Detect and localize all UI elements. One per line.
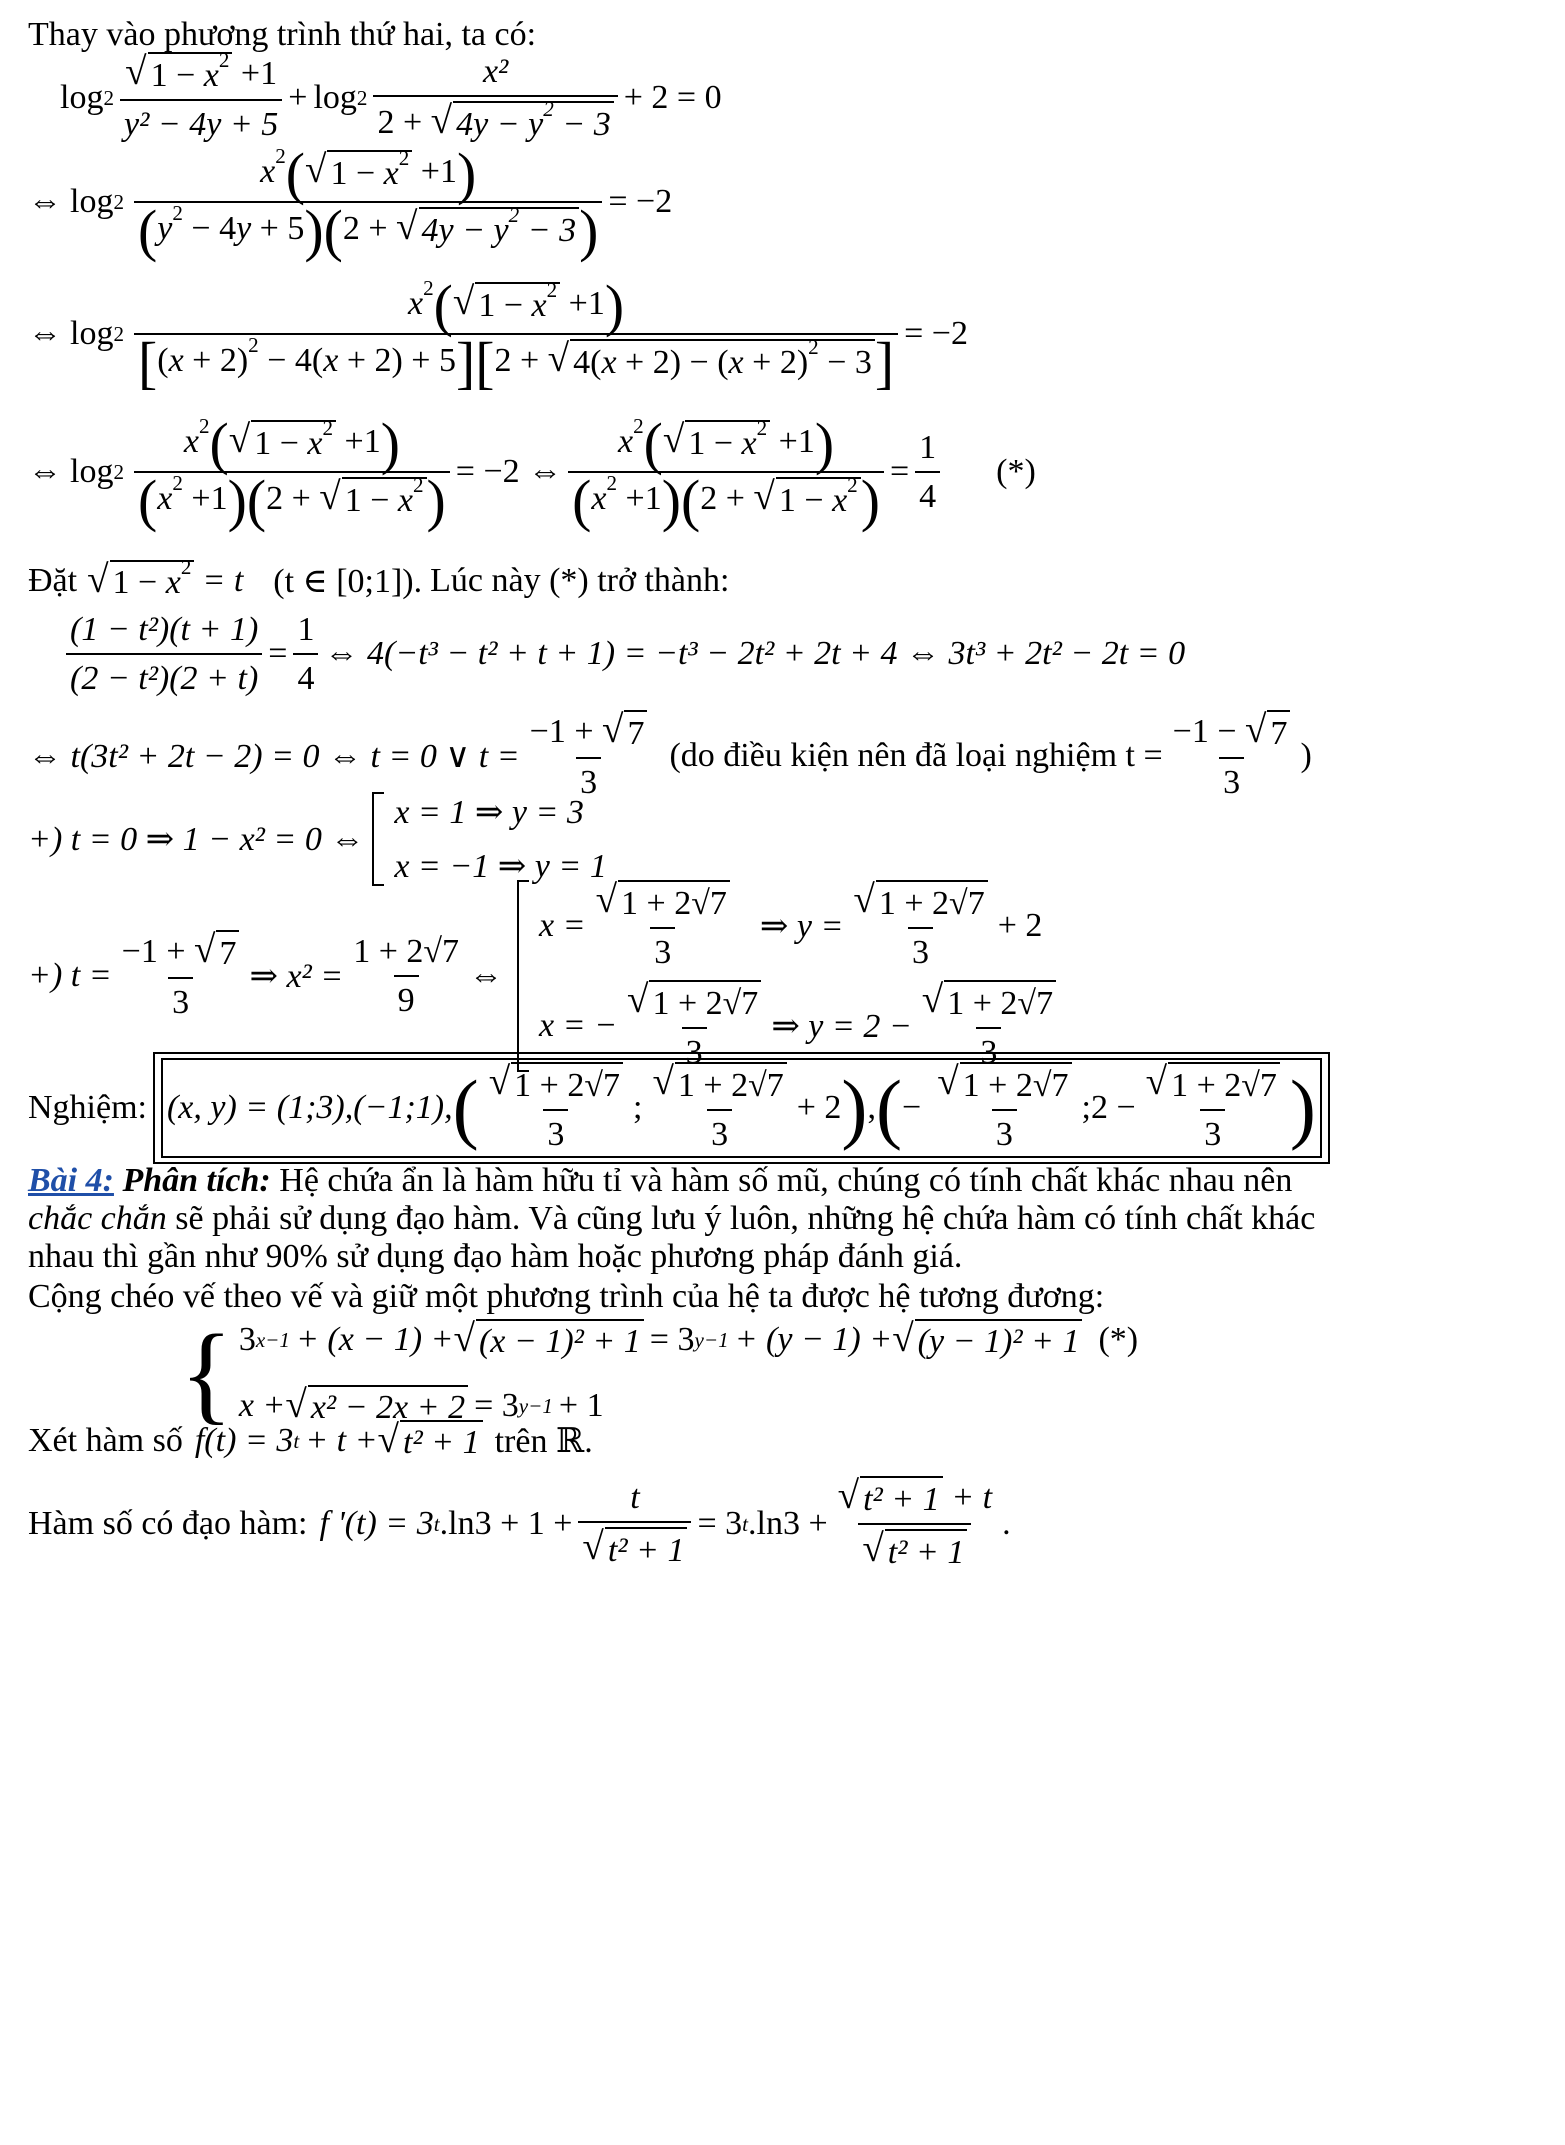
- function-definition: Xét hàm số f(t) = 3 t + t + √ t² + 1 trên ℝ.: [28, 1418, 593, 1461]
- bai4-line-4: Cộng chéo vế theo vế và giữ một phương trình của hệ ta được hệ tương đương:: [28, 1278, 1105, 1315]
- equation-combined-log: ⇔ log 2 $x^2$( √ $1 - x^2$ +1) $(y^2 - 4y + 5)(2$ + √ $4y - y^2 - 3$ ) = −2: [28, 141, 673, 264]
- bai4-line-3: nhau thì gần như 90% sử dụng đạo hàm hoặc phương pháp đánh giá.: [28, 1238, 963, 1275]
- intro-text: Thay vào phương trình thứ hai, ta có:: [28, 16, 537, 53]
- derivative-line: Hàm số có đạo hàm: f '(t) = 3 t .ln3 + 1 + t √ t² + 1 = 3 t .ln3 + √ t² + 1 + t √ t² + 1 .: [28, 1474, 1011, 1572]
- bai4-title[interactable]: Bài 4:: [28, 1162, 114, 1199]
- case-t-zero: +) t = 0 ⇒ 1 − x² = 0 ⇔ x = 1 ⇒ y = 3 x = −1 ⇒ y = 1: [28, 794, 607, 885]
- equation-simplified: ⇔ log 2 $x^2$( √ $1 - x^2$ +1) $(x^2 +1)(2$ + √ $1 - x^2$ ) = −2 ⇔ $x^2$( √ $1 - x^2$ +1) $(x^2 +1)(2$ + √ $1 - x^2$ ) = $\frac{1}{4}$ (*): [28, 411, 1036, 534]
- solution-box: (x, y) = (1;3),(−1;1), ( √ 1 + 2√7 3 ; √ 1 + 2√7 3 + 2 ) , ( − √ 1 + 2√7 3 ;2 − √ 1 + 2√7 3 ): [153, 1052, 1330, 1164]
- substitution-line: Đặt √ $1 - x^2$ = t (t ∈ [0;1]). Lúc này (*) trở thành:: [28, 555, 730, 601]
- equation-log-sum: log 2 √ $1 - x^2$ +1 y² − 4y + 5 + log 2 x² 2 + √ $4y - y^2 - 3$ + 2 = 0: [60, 48, 722, 144]
- fraction-2: x² 2 + √ $4y - y^2 - 3$: [373, 52, 617, 144]
- case-t-root: +) t = −1 + √ 7 3 ⇒ x² = $\frac{1 + 2√7}{9}$ ⇔ x = √ 1 + 2√7 3 ⇒ y = √ 1 + 2√7 3 + 2 x = − √ 1 + 2√7 3 ⇒ y = 2 − √ 1 + 2√7 3: [28, 880, 1066, 1072]
- bai4-line-2: chắc chắn sẽ phải sử dụng đạo hàm. Và cũng lưu ý luôn, những hệ chứa hàm có tính chất khác: [28, 1200, 1316, 1237]
- bai4-line-1: Bài 4: Phân tích: Hệ chứa ẩn là hàm hữu tỉ và hàm số mũ, chúng có tính chất khác nhau nên: [28, 1162, 1293, 1199]
- solution-line: Nghiệm: (x, y) = (1;3),(−1;1), ( √ 1 + 2√7 3 ; √ 1 + 2√7 3 + 2 ) , ( − √ 1 + 2√7 3 ;2 − √ 1 + 2√7 3 ): [28, 1052, 1330, 1164]
- equation-system: { 3 x−1 + (x − 1) + √ (x − 1)² + 1 = 3 y−1 + (y − 1) + √ (y − 1)² + 1 (*) x + √ x² − 2x + 2 = 3 y−1 + 1: [180, 1312, 1139, 1434]
- roots-line: ⇔ t(3t² + 2t − 2) = 0 ⇔ t = 0 ∨ t = −1 + √ 7 3 (do điều kiện nên đã loại nghiệm t = −1 − √ 7 3 ): [28, 708, 1312, 802]
- polynomial-equation: $\frac{\text{(1 − t²)(t + 1)}}{\text{(2 − t²)(2 + t)}}$ = $\frac{1}{4}$ ⇔ 4(−t³ − t² + t + 1) = −t³ − 2t² + 2t + 4 ⇔ 3t³ + 2t² − 2t = 0: [60, 610, 1185, 698]
- equation-substituted: ⇔ log 2 $x^2$( √ $1 - x^2$ +1) $[(x + 2)^2 - 4(x + 2) + 5][2$ + √ $4(x + 2) - (x + 2)^2 - 3$ ] = −2: [28, 273, 968, 396]
- fraction-1: √ $1 - x^2$ +1 y² − 4y + 5: [120, 52, 282, 144]
